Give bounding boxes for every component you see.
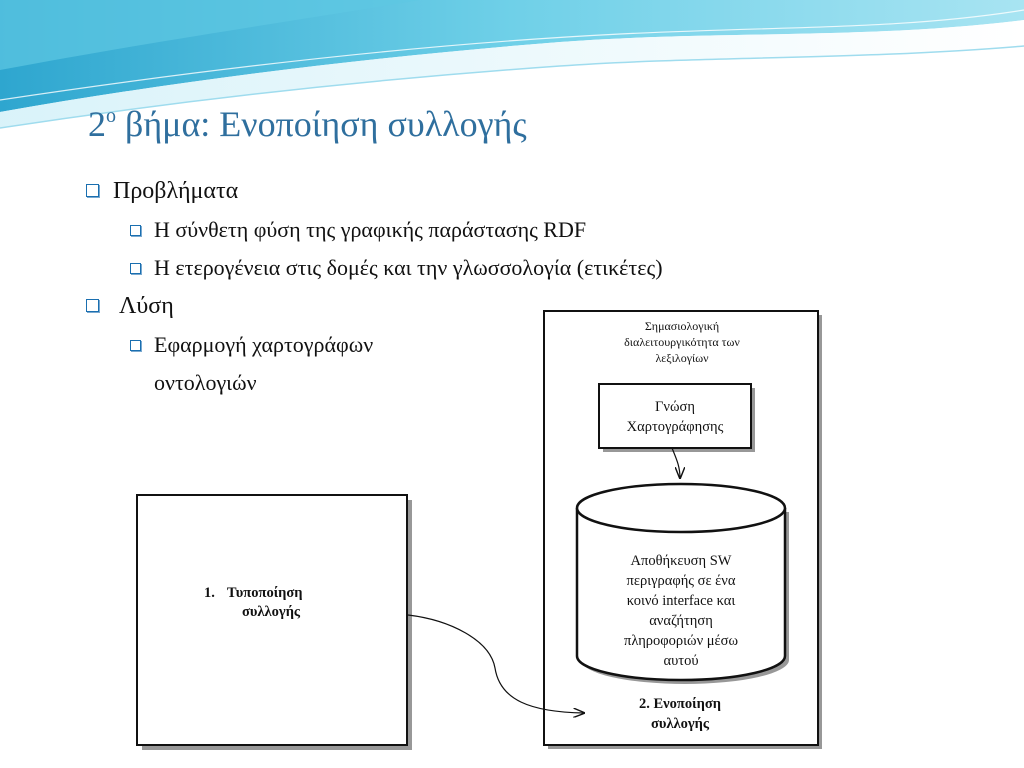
- title-superscript: ο: [106, 105, 116, 127]
- storage-line: αυτού: [663, 653, 699, 669]
- mapping-box-line1: Γνώση: [655, 399, 695, 415]
- mapping-box-line2: Χαρτογράφησης: [626, 419, 724, 435]
- left-box-label-line1: Τυποποίηση: [226, 585, 303, 601]
- storage-cylinder-top: [577, 484, 785, 532]
- left-box-label: [204, 584, 344, 622]
- bullet-solution-label: Λύση: [119, 293, 174, 319]
- storage-line: περιγραφής σε ένα: [626, 573, 736, 589]
- title-text: βήμα: Ενοποίηση συλλογής: [116, 104, 527, 144]
- right-panel-header-line3: λεξιλογίων: [655, 351, 709, 365]
- right-panel-header: [560, 318, 804, 366]
- right-panel-footer: [590, 694, 770, 734]
- bullet-problem-item-text: Η ετερογένεια στις δομές και την γλωσσολογία (ετικέτες): [154, 255, 663, 280]
- bullet-solution-item-text: οντολογιών: [154, 370, 257, 395]
- left-box-label-line2: συλλογής: [242, 604, 301, 620]
- storage-line: αναζήτηση: [649, 613, 713, 629]
- storage-cylinder-label: [588, 551, 774, 671]
- bullet-solution-item-text: Εφαρμογή χαρτογράφων: [154, 332, 374, 357]
- right-panel-header-line1: Σημασιολογική: [644, 319, 720, 333]
- storage-line: πληροφοριών μέσω: [624, 633, 738, 649]
- title-number: 2: [88, 104, 106, 144]
- right-panel-footer-line1: 2. Ενοποίηση: [639, 696, 721, 712]
- storage-line: Αποθήκευση SW: [630, 553, 732, 569]
- storage-line: κοινό interface και: [626, 593, 736, 609]
- right-panel-footer-line2: συλλογής: [650, 716, 710, 732]
- mapping-box-label: [599, 397, 751, 437]
- left-box-number: 1.: [204, 585, 215, 601]
- bullet-problem-item-text: Η σύνθετη φύση της γραφικής παράστασης RDF: [154, 217, 587, 242]
- right-panel-header-line2: διαλειτουργικότητα των: [624, 335, 740, 349]
- bullet-problems-label: Προβλήματα: [113, 178, 239, 204]
